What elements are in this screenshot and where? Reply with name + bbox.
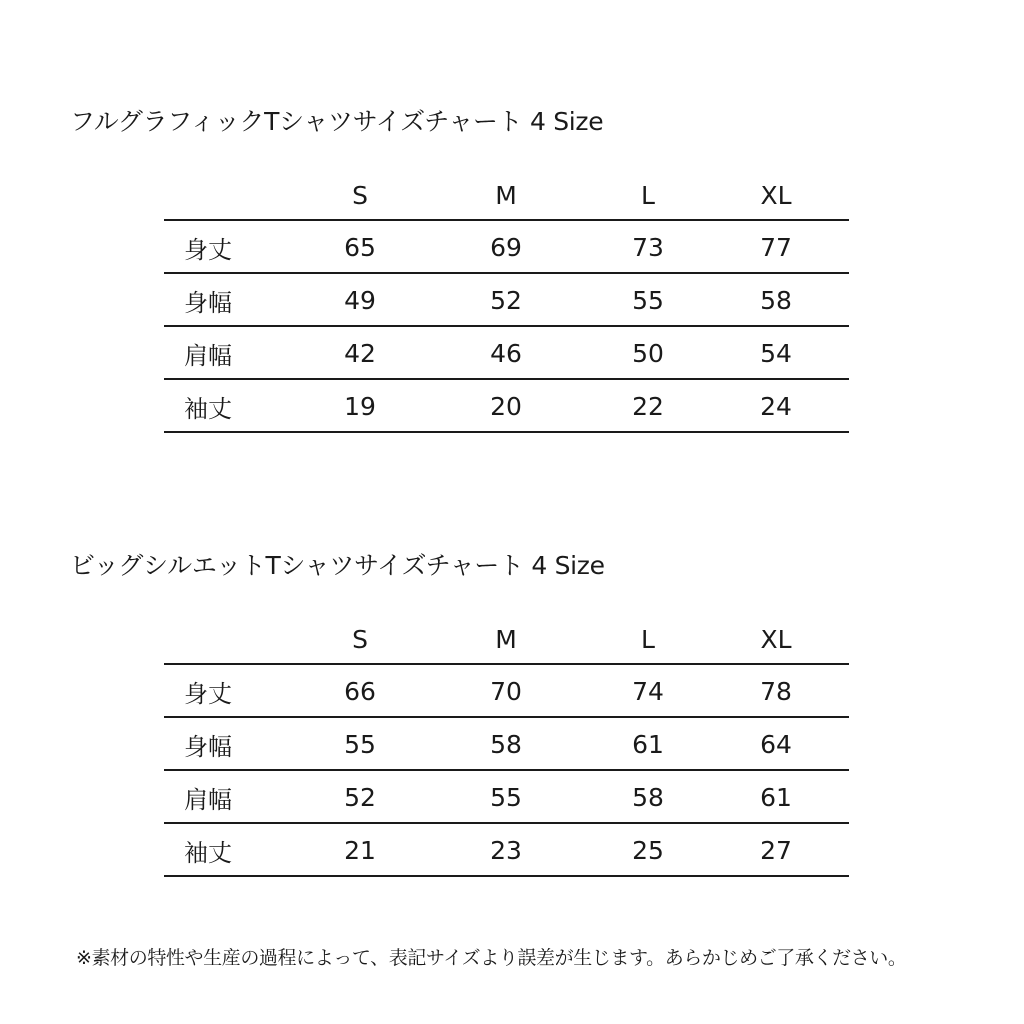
chart-title-big-silhouette: ビッグシルエットTシャツサイズチャート 4 Size xyxy=(70,551,605,580)
table-row xyxy=(164,327,849,380)
table-row xyxy=(164,274,849,327)
size-header-m: M xyxy=(495,625,517,654)
table-cell: 27 xyxy=(760,836,792,865)
table-cell: 24 xyxy=(760,392,792,421)
size-header-l: L xyxy=(641,625,655,654)
table-cell: 54 xyxy=(760,339,792,368)
size-header-l: L xyxy=(641,181,655,210)
table-row xyxy=(164,824,849,877)
row-label: 肩幅 xyxy=(184,786,232,814)
table-header-row xyxy=(164,176,849,221)
table-cell: 61 xyxy=(760,783,792,812)
table-row xyxy=(164,718,849,771)
table-cell: 23 xyxy=(490,836,522,865)
table-cell: 19 xyxy=(344,392,376,421)
table-cell: 46 xyxy=(490,339,522,368)
table-cell: 58 xyxy=(632,783,664,812)
chart-title-full-graphic: フルグラフィックTシャツサイズチャート 4 Size xyxy=(70,107,604,136)
table-cell: 66 xyxy=(344,677,376,706)
size-header-s: S xyxy=(352,625,368,654)
table-cell: 70 xyxy=(490,677,522,706)
table-cell: 52 xyxy=(344,783,376,812)
size-table-full-graphic xyxy=(164,176,849,433)
table-cell: 20 xyxy=(490,392,522,421)
row-label: 身丈 xyxy=(184,680,232,708)
row-label: 身丈 xyxy=(184,236,232,264)
size-table-big-silhouette xyxy=(164,620,849,877)
table-cell: 64 xyxy=(760,730,792,759)
table-cell: 61 xyxy=(632,730,664,759)
table-cell: 58 xyxy=(760,286,792,315)
table-cell: 69 xyxy=(490,233,522,262)
size-header-xl: XL xyxy=(760,625,792,654)
row-label: 袖丈 xyxy=(184,839,232,867)
table-cell: 77 xyxy=(760,233,792,262)
table-cell: 78 xyxy=(760,677,792,706)
table-cell: 55 xyxy=(490,783,522,812)
table-cell: 55 xyxy=(632,286,664,315)
size-header-s: S xyxy=(352,181,368,210)
table-row xyxy=(164,771,849,824)
size-header-xl: XL xyxy=(760,181,792,210)
table-row xyxy=(164,665,849,718)
table-row xyxy=(164,221,849,274)
row-label: 袖丈 xyxy=(184,395,232,423)
size-header-m: M xyxy=(495,181,517,210)
table-cell: 50 xyxy=(632,339,664,368)
table-cell: 55 xyxy=(344,730,376,759)
table-cell: 65 xyxy=(344,233,376,262)
table-cell: 21 xyxy=(344,836,376,865)
table-cell: 42 xyxy=(344,339,376,368)
table-header-row xyxy=(164,620,849,665)
table-cell: 73 xyxy=(632,233,664,262)
table-row xyxy=(164,380,849,433)
footnote: ※素材の特性や生産の過程によって、表記サイズより誤差が生じます。あらかじめご了承ください。 xyxy=(76,947,907,969)
table-cell: 58 xyxy=(490,730,522,759)
table-cell: 49 xyxy=(344,286,376,315)
table-cell: 25 xyxy=(632,836,664,865)
row-label: 身幅 xyxy=(184,289,232,317)
table-cell: 74 xyxy=(632,677,664,706)
table-cell: 52 xyxy=(490,286,522,315)
row-label: 肩幅 xyxy=(184,342,232,370)
table-cell: 22 xyxy=(632,392,664,421)
row-label: 身幅 xyxy=(184,733,232,761)
